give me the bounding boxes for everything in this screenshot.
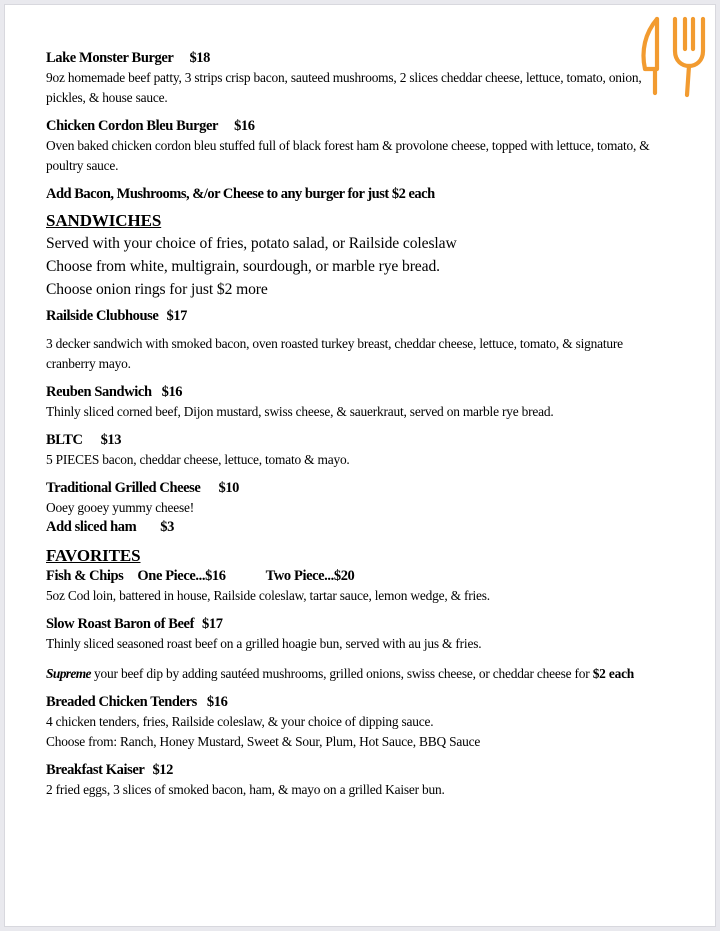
menu-item-lake-monster-burger bbox=[46, 49, 666, 108]
intro-line: Served with your choice of fries, potato salad, or Railside coleslaw bbox=[46, 235, 457, 252]
addon-price: $3 bbox=[160, 519, 174, 535]
addon-label: Add sliced ham bbox=[46, 519, 137, 535]
supreme-upgrade-note bbox=[46, 664, 666, 684]
supreme-text: your beef dip by adding sautéed mushrooms, grilled onions, swiss cheese, or cheddar cheese for bbox=[90, 666, 593, 681]
item-name: Traditional Grilled Cheese bbox=[46, 480, 201, 496]
menu-item-chicken-cordon-bleu-burger bbox=[46, 117, 666, 176]
item-name: Fish & Chips bbox=[46, 568, 124, 584]
menu-item-slow-roast-baron-of-beef bbox=[46, 615, 666, 654]
item-description: Oven baked chicken cordon bleu stuffed full of black forest ham & provolone cheese, topped with lettuce, tomato, & poultry sauce. bbox=[46, 138, 650, 173]
item-description: 5 PIECES bacon, cheddar cheese, lettuce, tomato & mayo. bbox=[46, 452, 350, 467]
intro-line: Choose onion rings for just $2 more bbox=[46, 281, 268, 298]
item-name: Slow Roast Baron of Beef bbox=[46, 616, 195, 632]
menu-page bbox=[4, 4, 716, 927]
item-price: $12 bbox=[152, 762, 174, 778]
menu-item-traditional-grilled-cheese bbox=[46, 479, 666, 537]
item-name: BLTC bbox=[46, 432, 83, 448]
item-price: $17 bbox=[202, 616, 223, 632]
item-name: Chicken Cordon Bleu Burger bbox=[46, 118, 219, 134]
menu-content bbox=[46, 49, 666, 809]
menu-item-breaded-chicken-tenders bbox=[46, 693, 666, 752]
item-price: $17 bbox=[166, 308, 188, 324]
one-piece-price: One Piece...$16 bbox=[137, 568, 226, 584]
item-price: $16 bbox=[161, 384, 183, 400]
item-description: 9oz homemade beef patty, 3 strips crisp bacon, sauteed mushrooms, 2 slices cheddar cheese, lettuce, tomato, onion, pickles, & house sauce. bbox=[46, 70, 642, 105]
item-description: 4 chicken tenders, fries, Railside coleslaw, & your choice of dipping sauce. bbox=[46, 714, 434, 729]
item-price: $16 bbox=[206, 694, 228, 710]
item-price: $10 bbox=[218, 480, 240, 496]
menu-item-bltc bbox=[46, 431, 666, 470]
menu-item-railside-clubhouse bbox=[46, 307, 666, 374]
two-piece-price: Two Piece...$20 bbox=[265, 568, 355, 584]
item-description: 5oz Cod loin, battered in house, Railside coleslaw, tartar sauce, lemon wedge, & fries. bbox=[46, 588, 490, 603]
sandwiches-intro bbox=[46, 232, 666, 301]
item-price: $13 bbox=[100, 432, 122, 448]
supreme-price: $2 each bbox=[592, 666, 635, 681]
grilled-cheese-addon bbox=[46, 518, 666, 537]
intro-line: Choose from white, multigrain, sourdough, or marble rye bread. bbox=[46, 258, 440, 275]
menu-item-breakfast-kaiser bbox=[46, 761, 666, 800]
item-name: Railside Clubhouse bbox=[46, 308, 159, 324]
supreme-word: Supreme bbox=[46, 666, 91, 681]
item-price: $18 bbox=[189, 50, 211, 66]
item-price: $16 bbox=[234, 118, 255, 134]
item-description: Thinly sliced corned beef, Dijon mustard, swiss cheese, & sauerkraut, served on marble rye bread. bbox=[46, 404, 554, 419]
item-name: Reuben Sandwich bbox=[46, 384, 152, 400]
item-name: Breaded Chicken Tenders bbox=[46, 694, 197, 710]
menu-item-fish-and-chips bbox=[46, 567, 666, 606]
item-description: 3 decker sandwich with smoked bacon, oven roasted turkey breast, cheddar cheese, lettuce, tomato, & signature cranberry mayo. bbox=[46, 336, 623, 371]
section-title-sandwiches: SANDWICHES bbox=[46, 211, 162, 230]
section-title-favorites: FAVORITES bbox=[46, 546, 141, 565]
item-description: Ooey gooey yummy cheese! bbox=[46, 500, 195, 515]
item-description: Thinly sliced seasoned roast beef on a grilled hoagie bun, served with au jus & fries. bbox=[46, 636, 482, 651]
burger-addon-note: Add Bacon, Mushrooms, &/or Cheese to any burger for just $2 each bbox=[46, 186, 435, 202]
item-description: 2 fried eggs, 3 slices of smoked bacon, ham, & mayo on a grilled Kaiser bun. bbox=[46, 782, 445, 797]
item-name: Breakfast Kaiser bbox=[46, 762, 145, 778]
dipping-sauce-options: Choose from: Ranch, Honey Mustard, Sweet & Sour, Plum, Hot Sauce, BBQ Sauce bbox=[46, 734, 481, 749]
menu-item-reuben-sandwich bbox=[46, 383, 666, 422]
item-name: Lake Monster Burger bbox=[46, 50, 174, 66]
